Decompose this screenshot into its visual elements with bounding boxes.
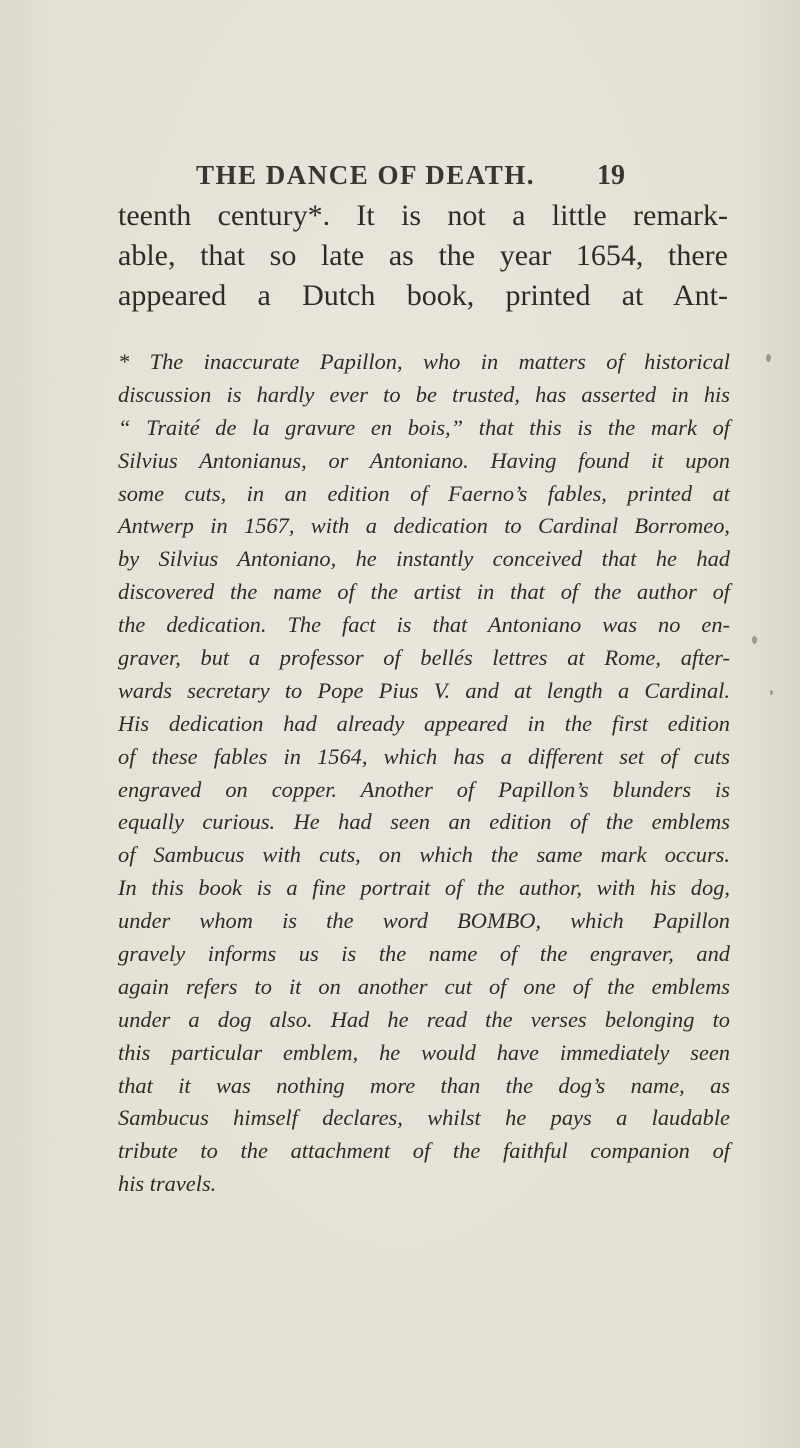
footnote-line: “ Traité de la gravure en bois,” that this is the mark of xyxy=(118,414,730,440)
footnote-line: Silvius Antonianus, or Antoniano. Having found it upon xyxy=(118,447,730,473)
footnote-line: this particular emblem, he would have immediately seen xyxy=(118,1039,730,1065)
footnote-line: of Sambucus with cuts, on which the same mark occurs. xyxy=(118,842,730,868)
footnote-line: that it was nothing more than the dog’s name, as xyxy=(118,1072,730,1098)
footnote-line: his travels. xyxy=(118,1171,217,1197)
footnote-line: under a dog also. Had he read the verses belonging to xyxy=(118,1006,730,1032)
paper-spot xyxy=(752,636,757,644)
footnote-line: by Silvius Antoniano, he instantly conceived that he had xyxy=(118,546,730,572)
footnote-line: the dedication. The fact is that Antoniano was no en- xyxy=(118,612,730,638)
footnote-line: Antwerp in 1567, with a dedication to Cardinal Borromeo, xyxy=(118,513,730,539)
footnote-line: discussion is hardly ever to be trusted, has asserted in his xyxy=(118,381,730,407)
paper-spot xyxy=(766,354,771,362)
footnote-line: discovered the name of the artist in that of the author of xyxy=(118,579,730,605)
footnote-line: tribute to the attachment of the faithful companion of xyxy=(118,1138,730,1164)
footnote-line: again refers to it on another cut of one of the emblems xyxy=(118,973,730,999)
page-number: 19 xyxy=(597,160,625,191)
footnote-line: His dedication had already appeared in the first edition xyxy=(118,710,730,736)
body-line: teenth century*. It is not a little remark- xyxy=(118,199,728,232)
footnote-line: engraved on copper. Another of Papillon’s blunders is xyxy=(118,776,730,802)
footnote-line: graver, but a professor of bellés lettres at Rome, after- xyxy=(118,645,730,671)
running-head xyxy=(170,160,670,200)
footnote-line: * The inaccurate Papillon, who in matters of historical xyxy=(118,349,730,374)
paper-spot xyxy=(770,690,773,695)
footnote xyxy=(118,346,730,1201)
body-line: appeared a Dutch book, printed at Ant- xyxy=(118,279,728,312)
footnote-line: In this book is a fine portrait of the author, with his dog, xyxy=(118,875,730,901)
footnote-line: under whom is the word BOMBO, which Papillon xyxy=(118,908,730,934)
footnote-line: equally curious. He had seen an edition of the emblems xyxy=(118,809,730,835)
body-text xyxy=(118,196,728,316)
footnote-line: some cuts, in an edition of Faerno’s fables, printed at xyxy=(118,480,730,506)
footnote-line: Sambucus himself declares, whilst he pays a laudable xyxy=(118,1105,730,1131)
body-line: able, that so late as the year 1654, there xyxy=(118,239,728,272)
footnote-line: wards secretary to Pope Pius V. and at length a Cardinal. xyxy=(118,677,730,703)
footnote-line: gravely informs us is the name of the engraver, and xyxy=(118,941,730,967)
running-title: THE DANCE OF DEATH. xyxy=(196,160,536,190)
footnote-line: of these fables in 1564, which has a different set of cuts xyxy=(118,743,730,769)
